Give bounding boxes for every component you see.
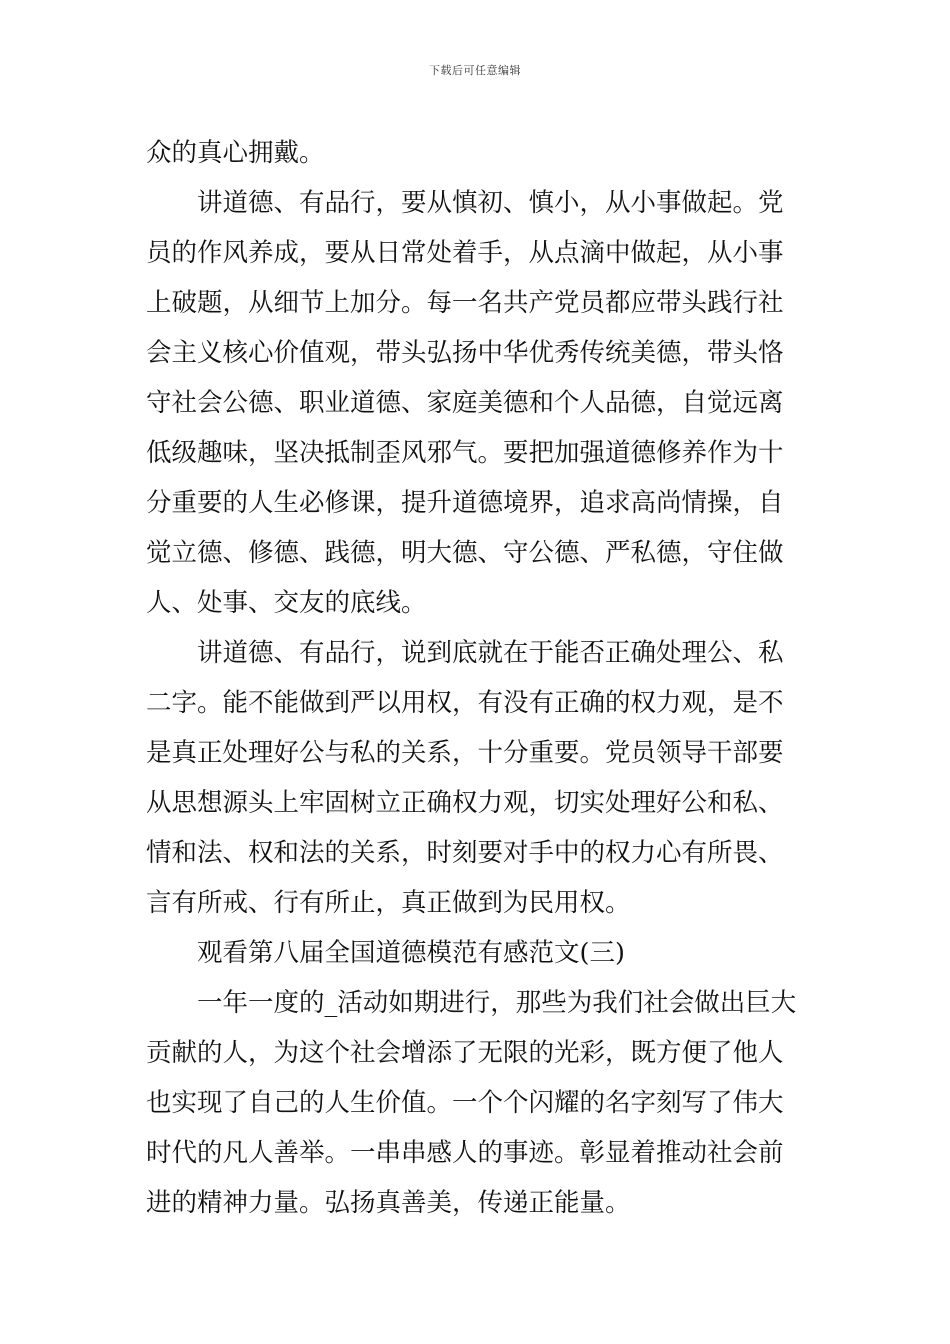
text-line: 守社会公德、职业道德、家庭美德和个人品德，自觉远离 <box>146 388 784 418</box>
text-line: 众的真心拥戴。 <box>146 138 325 168</box>
paragraph <box>146 128 806 178</box>
text-line: 是真正处理好公与私的关系，十分重要。党员领导干部要 <box>146 738 784 768</box>
text-line: 分重要的人生必修课，提升道德境界，追求高尚情操，自 <box>146 488 784 518</box>
paragraph <box>146 628 806 928</box>
text-line: 时代的凡人善举。一串串感人的事迹。彰显着推动社会前 <box>146 1138 784 1168</box>
text-line: 进的精神力量。弘扬真善美，传递正能量。 <box>146 1188 631 1218</box>
text-line: 从思想源头上牢固树立正确权力观，切实处理好公和私、 <box>146 788 784 818</box>
text-line: 情和法、权和法的关系，时刻要对手中的权力心有所畏、 <box>146 838 784 868</box>
section-heading <box>146 928 806 978</box>
text-line: 言有所戒、行有所止，真正做到为民用权。 <box>146 888 631 918</box>
text-line: 员的作风养成，要从日常处着手，从点滴中做起，从小事 <box>146 238 784 268</box>
document-body <box>146 128 806 1228</box>
text-line: 讲道德、有品行，要从慎初、慎小，从小事做起。党 <box>197 188 784 218</box>
text-line: 上破题，从细节上加分。每一名共产党员都应带头践行社 <box>146 288 784 318</box>
paragraph <box>146 978 806 1228</box>
paragraph <box>146 178 806 628</box>
text-line: 二字。能不能做到严以用权，有没有正确的权力观，是不 <box>146 688 784 718</box>
text-line: 讲道德、有品行，说到底就在于能否正确处理公、私 <box>197 638 784 668</box>
page-header-note: 下载后可任意编辑 <box>429 64 521 77</box>
text-line: 观看第八届全国道德模范有感范文(三) <box>197 938 625 968</box>
text-line: 觉立德、修德、践德，明大德、守公德、严私德，守住做 <box>146 538 784 568</box>
text-line: 会主义核心价值观，带头弘扬中华优秀传统美德，带头恪 <box>146 338 784 368</box>
text-line: 也实现了自己的人生价值。一个个闪耀的名字刻写了伟大 <box>146 1088 784 1118</box>
text-line: 人、处事、交友的底线。 <box>146 588 427 618</box>
text-line: 贡献的人，为这个社会增添了无限的光彩，既方便了他人 <box>146 1038 784 1068</box>
text-line: 低级趣味，坚决抵制歪风邪气。要把加强道德修养作为十 <box>146 438 784 468</box>
text-line: 一年一度的_活动如期进行，那些为我们社会做出巨大 <box>197 988 797 1018</box>
